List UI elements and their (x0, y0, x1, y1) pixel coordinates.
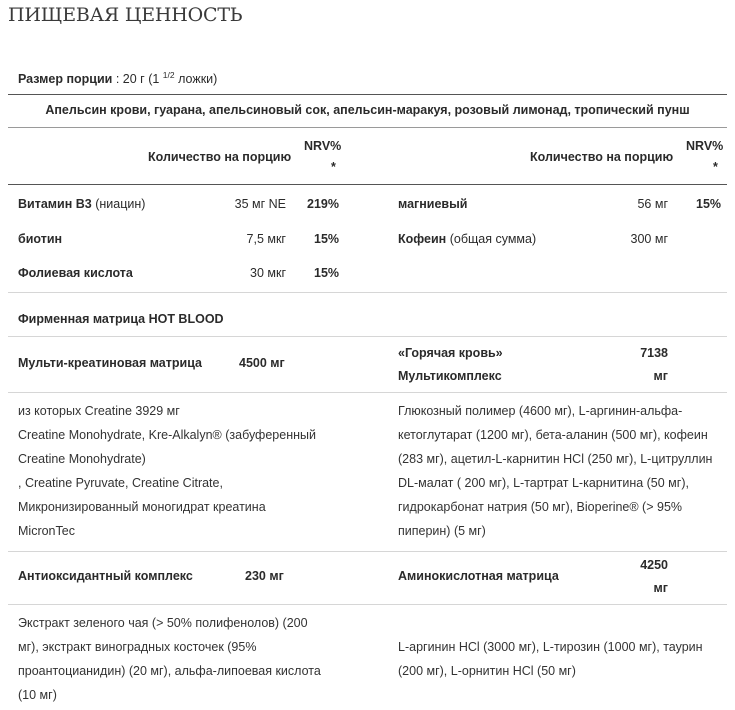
antioxidant-amount: 230 мг (245, 569, 284, 583)
nutrient-amount: 300 мг (630, 232, 668, 246)
nutrient-amount: 7,5 мкг (246, 232, 286, 246)
divider (8, 94, 727, 95)
nutrient-nrv: 219% (307, 197, 339, 211)
divider (8, 127, 727, 128)
matrix-title: Фирменная матрица HOT BLOOD (18, 312, 224, 326)
nrv-header-right: NRV% (686, 139, 724, 153)
nutrient-amount: 56 мг (637, 197, 668, 211)
nutrient-nrv: 15% (314, 232, 340, 246)
serving-size (18, 70, 217, 86)
hotblood-amount: 7138 (640, 346, 668, 360)
serving-size-unit: ложки) (174, 72, 218, 86)
amino-name: Аминокислотная матрица (398, 569, 559, 583)
nrv-header-left: NRV% (304, 139, 342, 153)
divider (8, 604, 727, 605)
nutrient-amount: 35 мг NE (234, 197, 286, 211)
nutrient-name: Фолиевая кислота (18, 266, 133, 280)
nutrient-amount: 30 мкг (250, 266, 286, 280)
nutrient-name: Кофеин (общая сумма) (398, 232, 537, 246)
divider (8, 336, 727, 337)
divider (8, 392, 727, 393)
hotblood-description: Глюкозный полимер (4600 мг), L-аргинин-альфа- кетоглутарат (1200 мг), бета-аланин (500 мг), кофеин (283 мг), ацетил-L-карнитин HCl (250 мг), L-цитруллин DL-малат ( 200 мг), L-тартрат L-карнитина (50 мг), гидрокарбонат натрия (50 мг), Bioperine® (> 95% пиперин) (5 мг) (398, 404, 713, 538)
nutrient-name: Витамин B3 (ниацин) (18, 197, 146, 211)
divider (8, 551, 727, 552)
nrv-asterisk-right: * (713, 160, 718, 174)
amount-header-left: Количество на порцию (148, 150, 292, 164)
antioxidant-description: Экстракт зеленого чая (> 50% полифенолов) (200 мг), экстракт виноградных косточек (95% проантоцианидин) (20 мг), альфа-липоевая кислота (10 мг) (18, 616, 321, 702)
amino-amount: 4250 (640, 558, 668, 572)
hotblood-name: Мультикомплекс (398, 369, 502, 383)
nutrient-name: биотин (18, 232, 63, 246)
divider (8, 184, 727, 185)
creatine-description: из которых Creatine 3929 мг Creatine Monohydrate, Kre-Alkalyn® (забуференный Creatine Monohydrate) , Creatine Pyruvate, Creatine Citrate, Микронизированный моногидрат креатина MicronTec (18, 404, 316, 538)
amino-description: L-аргинин HCl (3000 мг), L-тирозин (1000 мг), таурин (200 мг), L-орнитин HCl (50 мг) (398, 640, 703, 678)
amount-header-right: Количество на порцию (530, 150, 674, 164)
nutrient-nrv: 15% (696, 197, 722, 211)
page-title: ПИЩЕВАЯ ЦЕННОСТЬ (8, 4, 243, 26)
creatine-matrix-amount: 4500 мг (239, 356, 285, 370)
antioxidant-name: Антиоксидантный комплекс (18, 569, 193, 583)
flavors-list: Апельсин крови, гуарана, апельсиновый сок, апельсин-маракуя, розовый лимонад, тропический пунш (45, 103, 690, 117)
serving-size-label: Размер порции (18, 72, 113, 86)
hotblood-name: «Горячая кровь» (398, 346, 503, 360)
creatine-matrix-name: Мульти-креатиновая матрица (18, 356, 202, 370)
nrv-asterisk-left: * (331, 160, 336, 174)
nutrient-name: магниевый (398, 197, 468, 211)
divider (8, 292, 727, 293)
serving-size-fraction: 1/2 (162, 70, 175, 80)
amino-amount-unit: мг (653, 581, 668, 595)
serving-size-value: : 20 г (1 (112, 72, 163, 86)
hotblood-amount-unit: мг (653, 369, 668, 383)
nutrient-nrv: 15% (314, 266, 340, 280)
